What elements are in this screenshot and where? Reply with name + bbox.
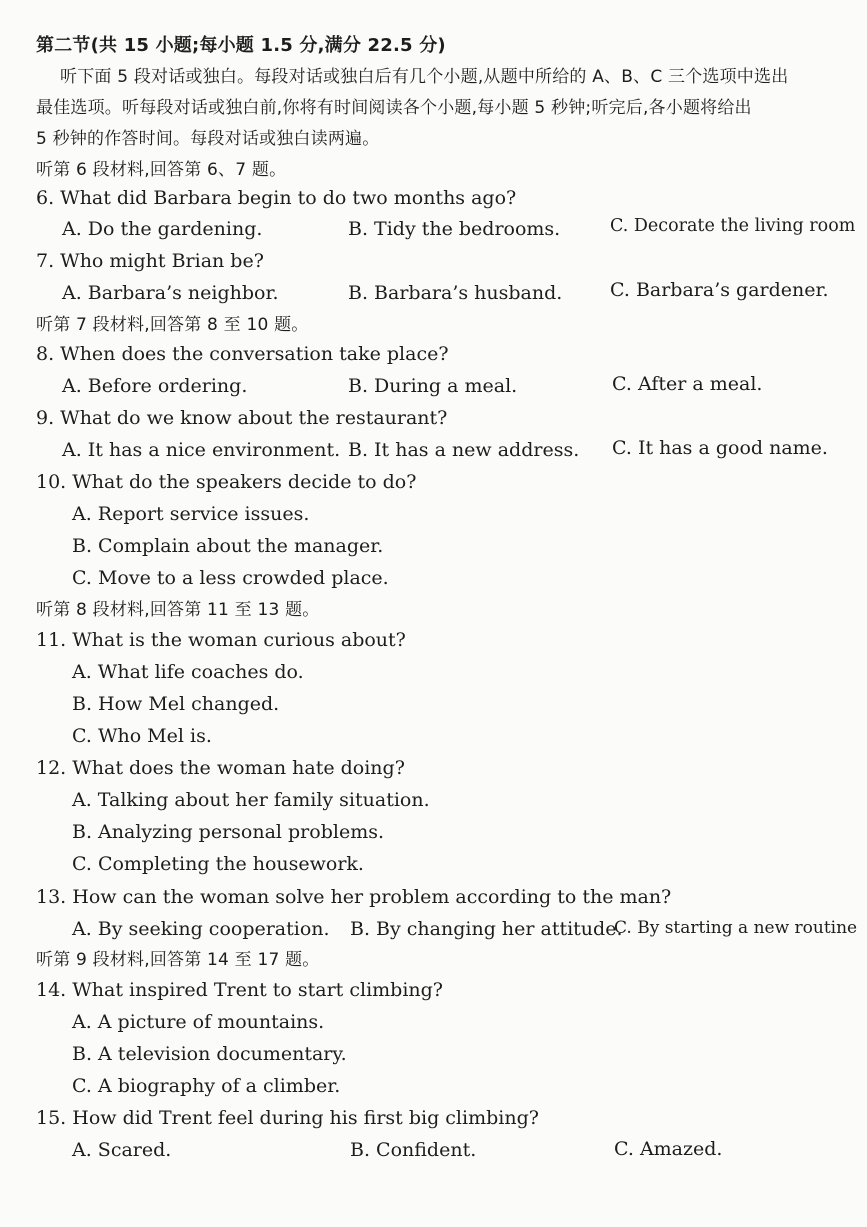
option-c: C. Completing the housework. — [72, 853, 364, 875]
question-stem: 9. What do we know about the restaurant? — [36, 407, 448, 429]
option-a: A. A picture of mountains. — [72, 1011, 325, 1033]
group-header: 听第 8 段材料,回答第 11 至 13 题。 — [36, 600, 320, 620]
option-a: A. What life coaches do. — [72, 661, 304, 683]
option-b: B. A television documentary. — [72, 1043, 347, 1065]
option-a: A. It has a nice environment. — [62, 439, 341, 461]
option-a: A. Before ordering. — [62, 375, 248, 397]
option-c: C. Barbara’s gardener. — [610, 279, 829, 301]
option-a: A. Barbara’s neighbor. — [62, 282, 279, 304]
question-stem: 12. What does the woman hate doing? — [36, 757, 405, 779]
question-stem: 14. What inspired Trent to start climbing? — [36, 979, 443, 1001]
option-a: A. Report service issues. — [72, 503, 310, 525]
question-stem: 7. Who might Brian be? — [36, 250, 264, 272]
option-b: B. It has a new address. — [348, 439, 580, 461]
question-stem: 6. What did Barbara begin to do two months ago? — [36, 187, 517, 209]
option-c: C. Who Mel is. — [72, 725, 212, 747]
group-header: 听第 7 段材料,回答第 8 至 10 题。 — [36, 315, 309, 335]
question-stem: 10. What do the speakers decide to do? — [36, 471, 417, 493]
option-a: A. Talking about her family situation. — [72, 789, 430, 811]
option-b: B. Analyzing personal problems. — [72, 821, 384, 843]
option-a: A. By seeking cooperation. — [72, 918, 330, 940]
question-stem: 15. How did Trent feel during his first big climbing? — [36, 1107, 539, 1129]
option-b: B. By changing her attitude. — [350, 918, 623, 940]
option-a: A. Do the gardening. — [62, 218, 263, 240]
option-c: C. A biography of a climber. — [72, 1075, 341, 1097]
option-a: A. Scared. — [72, 1139, 172, 1161]
section-title: 第二节(共 15 小题;每小题 1.5 分,满分 22.5 分) — [36, 35, 446, 56]
group-header: 听第 9 段材料,回答第 14 至 17 题。 — [36, 950, 320, 970]
option-b: B. Complain about the manager. — [72, 535, 384, 557]
instruction-line-1: 听下面 5 段对话或独白。每段对话或独白后有几个小题,从题中所给的 A、B、C 三个选项中选出 — [60, 67, 789, 87]
group-header: 听第 6 段材料,回答第 6、7 题。 — [36, 160, 287, 180]
option-c: C. After a meal. — [612, 373, 763, 395]
instruction-line-2: 最佳选项。听每段对话或独白前,你将有时间阅读各个小题,每小题 5 秒钟;听完后,各小题将给出 — [36, 98, 752, 118]
option-b: B. Confident. — [350, 1139, 477, 1161]
option-b: B. Barbara’s husband. — [348, 282, 563, 304]
option-c: C. It has a good name. — [612, 437, 828, 459]
option-c: C. Move to a less crowded place. — [72, 567, 389, 589]
option-c: C. Decorate the living room — [610, 216, 856, 236]
question-stem: 8. When does the conversation take place? — [36, 343, 449, 365]
option-c: C. Amazed. — [614, 1138, 723, 1160]
option-b: B. Tidy the bedrooms. — [348, 218, 561, 240]
option-b: B. How Mel changed. — [72, 693, 280, 715]
question-stem: 13. How can the woman solve her problem according to the man? — [36, 886, 672, 908]
option-c: C. By starting a new routine — [614, 918, 858, 938]
question-stem: 11. What is the woman curious about? — [36, 629, 406, 651]
instruction-line-3: 5 秒钟的作答时间。每段对话或独白读两遍。 — [36, 129, 380, 149]
option-b: B. During a meal. — [348, 375, 518, 397]
